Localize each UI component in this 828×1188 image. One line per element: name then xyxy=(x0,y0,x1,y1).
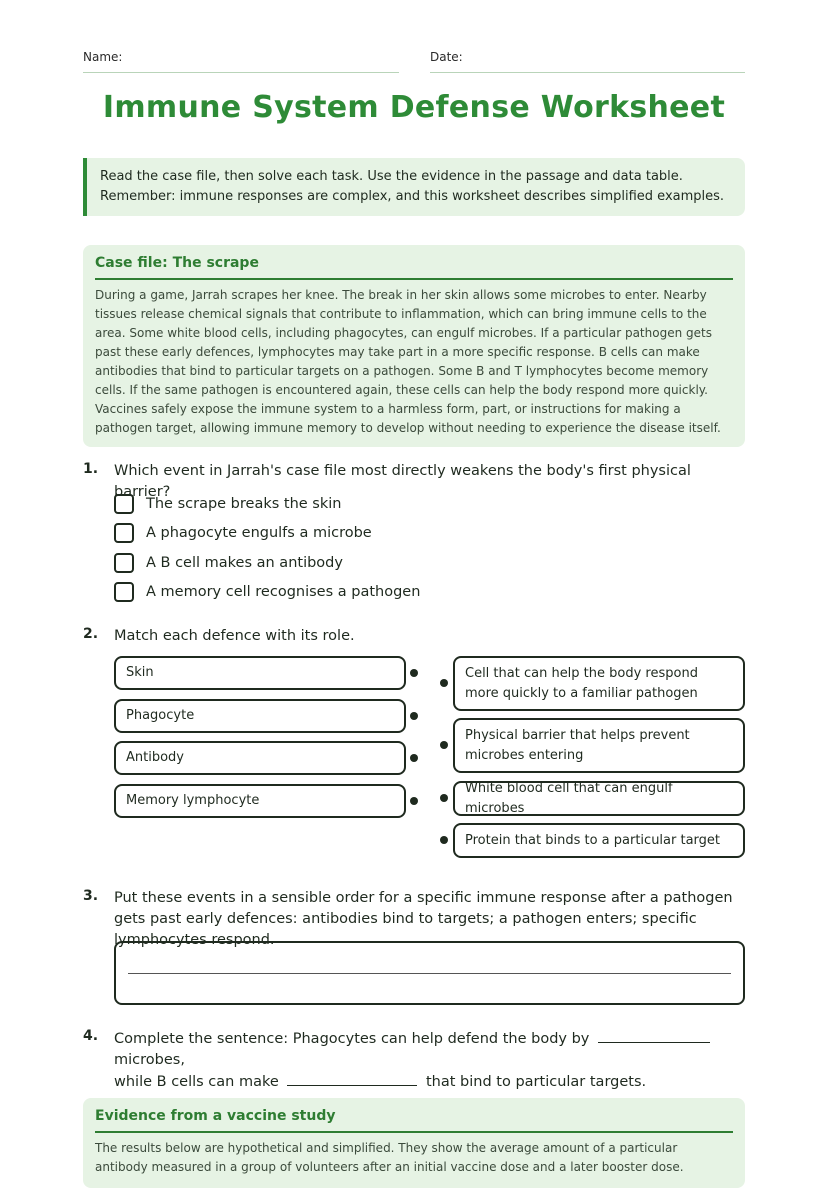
checkbox[interactable] xyxy=(114,523,134,543)
match-dot-right[interactable] xyxy=(440,836,448,844)
date-field[interactable] xyxy=(430,50,745,73)
option-label: A B cell makes an antibody xyxy=(146,555,343,571)
date-label: Date: xyxy=(430,50,463,64)
question-text: Which event in Jarrah's case file most directly weakens the body's first physical barrier? xyxy=(114,463,691,500)
question-text: Put these events in a sensible order for a specific immune response after a pathogen gets past early defences: antibodies bind to targets; a pathogen enters; specific lymphocytes respond. xyxy=(114,890,733,948)
option-label: A phagocyte engulfs a microbe xyxy=(146,525,372,541)
fill-blank-1[interactable] xyxy=(598,1028,710,1043)
match-dot-right[interactable] xyxy=(440,679,448,687)
question-4 xyxy=(83,1028,745,1090)
evidence-text: The results below are hypothetical and simplified. They show the average amount of a particular antibody measured in a group of volunteers after an initial vaccine dose and a later booster dose. xyxy=(95,1141,684,1174)
checkbox[interactable] xyxy=(114,553,134,573)
match-left-antibody[interactable]: Antibody xyxy=(114,741,406,775)
header-fields xyxy=(83,50,745,74)
checkbox[interactable] xyxy=(114,582,134,602)
case-file-panel xyxy=(83,245,745,447)
match-dot-right[interactable] xyxy=(440,741,448,749)
match-dot-left[interactable] xyxy=(410,669,418,677)
page-title: Immune System Defense Worksheet xyxy=(102,90,726,125)
question-3 xyxy=(83,888,745,1008)
option-label: A memory cell recognises a pathogen xyxy=(146,584,421,600)
evidence-panel xyxy=(83,1098,745,1188)
match-right-protein-role[interactable] xyxy=(453,823,745,858)
name-label: Name: xyxy=(83,50,123,64)
match-right-memory-role[interactable] xyxy=(453,656,745,711)
match-right-label: Physical barrier that helps prevent microbes entering xyxy=(465,727,690,763)
question-2 xyxy=(83,626,745,866)
match-right-barrier-role[interactable] xyxy=(453,718,745,773)
match-right-label: Cell that can help the body respond more quickly to a familiar pathogen xyxy=(465,665,698,701)
sentence-part-2: microbes, xyxy=(114,1052,185,1068)
match-right-label: Protein that binds to a particular target xyxy=(465,832,721,848)
question-number: 4. xyxy=(83,1028,99,1044)
match-right-label: White blood cell that can engulf microbes xyxy=(465,780,673,816)
match-left-phagocyte[interactable]: Phagocyte xyxy=(114,699,406,733)
match-left-skin[interactable]: Skin xyxy=(114,656,406,690)
match-dot-left[interactable] xyxy=(410,712,418,720)
match-dot-right[interactable] xyxy=(440,794,448,802)
sentence-part-3: while B cells can make xyxy=(114,1074,279,1090)
case-file-heading: Case file: The scrape xyxy=(95,255,733,280)
name-field[interactable] xyxy=(83,50,399,73)
case-file-text: During a game, Jarrah scrapes her knee. The break in her skin allows some microbes to enter. Nearby tissues release chemical signals that contribute to inflammation, which can bring immune cells to the area. Some white blood cells, including phagocytes, can engulf microbes. If a particular pathogen gets past these early defences, lymphocytes may take part in a more specific response. B cells can make antibodies that bind to particular targets on a pathogen. Some B and T lymphocytes become memory cells. If the same pathogen is encountered again, these cells can help the body respond more quickly. Vaccines safely expose the immune system to a harmless form, part, or instructions for making a pathogen target, allowing immune memory to develop without needing to experience the disease itself. xyxy=(95,288,721,435)
question-number: 2. xyxy=(83,626,99,642)
match-dot-left[interactable] xyxy=(410,797,418,805)
answer-box[interactable] xyxy=(114,941,745,1005)
match-right-engulf-role[interactable] xyxy=(453,781,745,816)
checkbox[interactable] xyxy=(114,494,134,514)
question-text: Match each defence with its role. xyxy=(114,628,355,644)
match-left-memory-lymphocyte[interactable]: Memory lymphocyte xyxy=(114,784,406,818)
option-label: The scrape breaks the skin xyxy=(146,496,342,512)
question-text xyxy=(114,1028,734,1093)
question-number: 3. xyxy=(83,888,99,904)
question-number: 1. xyxy=(83,461,99,477)
answer-line xyxy=(128,973,731,974)
sentence-part-1: Complete the sentence: Phagocytes can help defend the body by xyxy=(114,1031,590,1047)
match-dot-left[interactable] xyxy=(410,754,418,762)
question-1 xyxy=(83,461,745,611)
evidence-heading: Evidence from a vaccine study xyxy=(95,1108,733,1133)
fill-blank-2[interactable] xyxy=(287,1071,417,1086)
instructions-box: Read the case file, then solve each task. Use the evidence in the passage and data table. Remember: immune responses are complex, and this worksheet describes simplified examples. xyxy=(83,158,745,216)
sentence-part-4: that bind to particular targets. xyxy=(426,1074,647,1090)
